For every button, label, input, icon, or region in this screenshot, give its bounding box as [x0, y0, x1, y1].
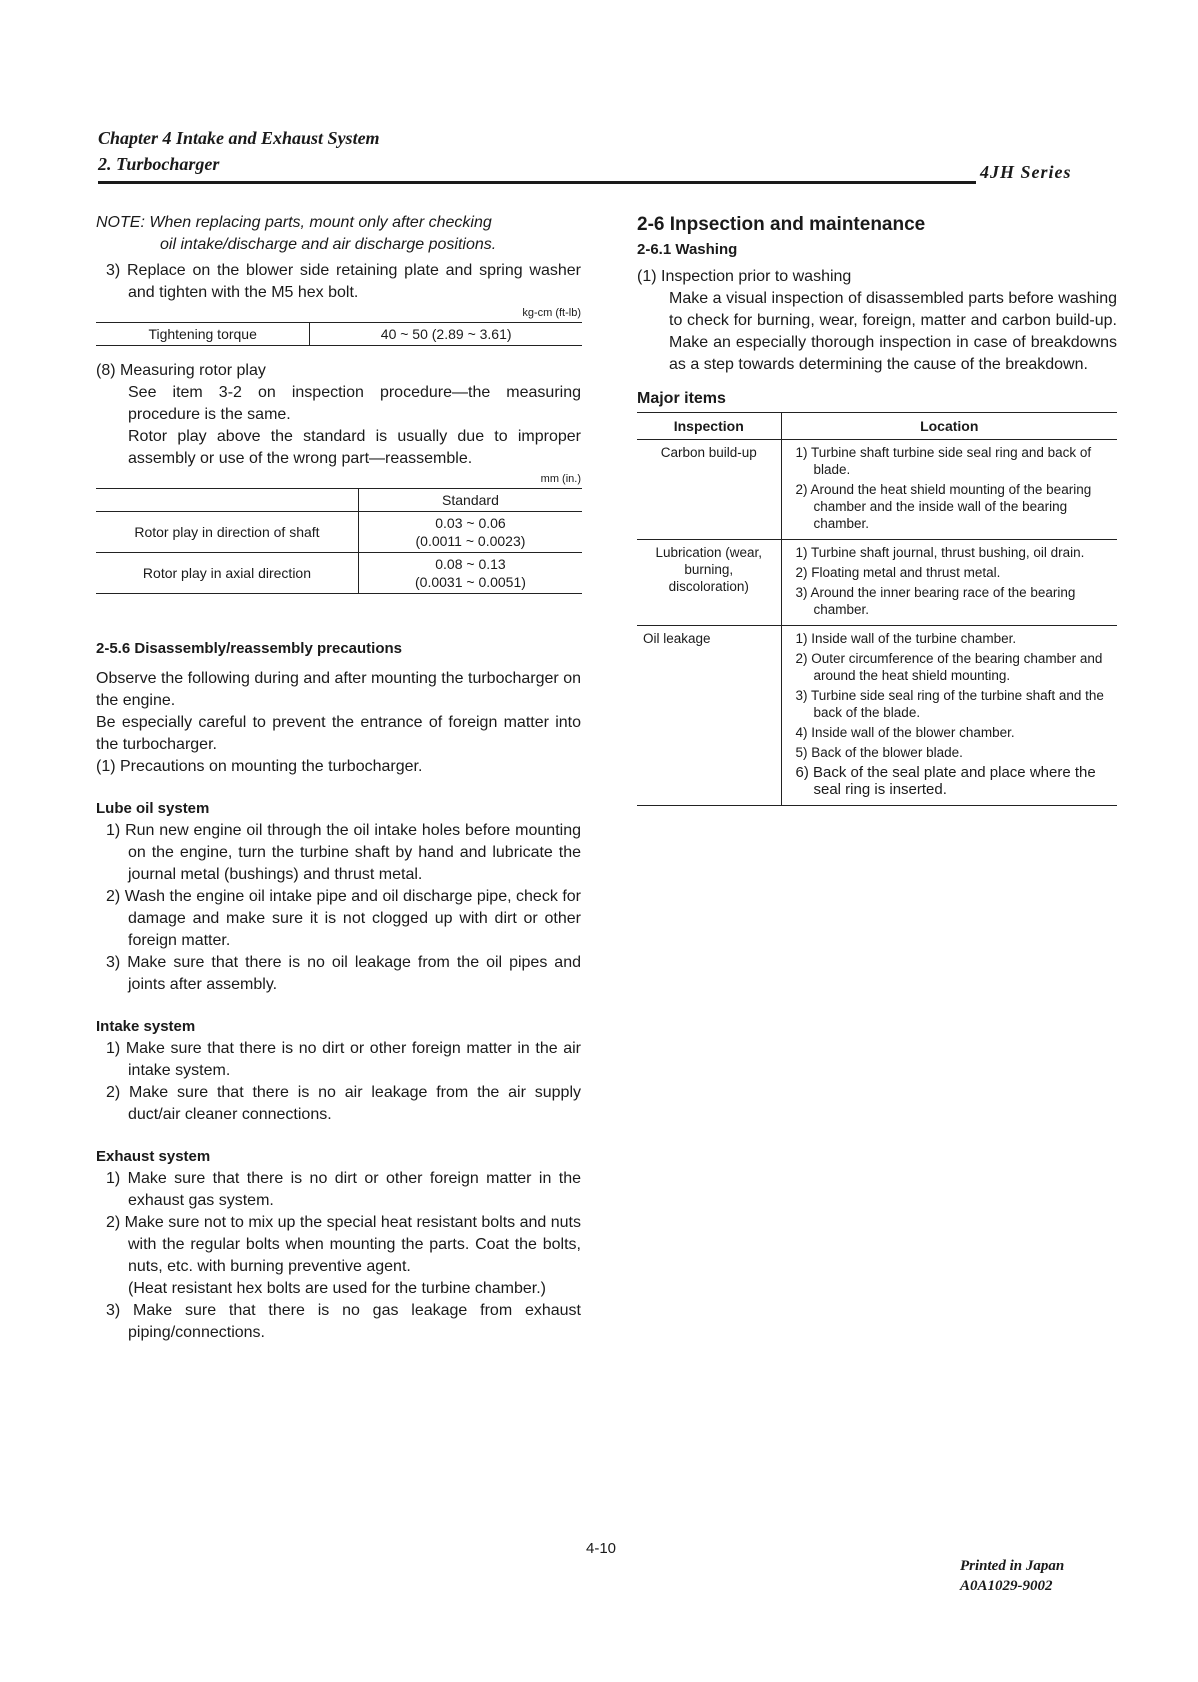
exhaust-item: 1) Make sure that there is no dirt or other foreign matter in the exhaust gas system. [106, 1170, 581, 1209]
torque-value: 40 ~ 50 (2.89 ~ 3.61) [310, 323, 582, 346]
printed-in: Printed in Japan [960, 1558, 1065, 1574]
section-26-title: 2-6 Inpsection and maintenance [637, 214, 926, 235]
rotor-row-label: Rotor play in axial direction [96, 553, 358, 594]
location-item: 3) Around the inner bearing race of the bearing chamber. [795, 585, 1076, 617]
exhaust-note: (Heat resistant hex bolts are used for the turbine chamber.) [128, 1280, 546, 1297]
rotor-header: Standard [358, 489, 582, 512]
location-cell [781, 540, 1117, 626]
major-row [637, 440, 1117, 540]
exhaust-item: 3) Make sure that there is no gas leakage from exhaust piping/connections. [106, 1302, 581, 1341]
exhaust-title: Exhaust system [96, 1148, 211, 1165]
location-item: 1) Inside wall of the turbine chamber. [795, 631, 1017, 646]
major-row [637, 626, 1117, 806]
intake-title: Intake system [96, 1018, 196, 1035]
washing-text: Make a visual inspection of disassembled parts before washing to check for burning, wear, foreign, matter and carbon build-up. Make an especially thorough inspection in case of breakdowns as a step towards determining the cause of the breakdown. [669, 290, 1117, 373]
exhaust-item: 2) Make sure not to mix up the special heat resistant bolts and nuts with the regular bolts when mounting the parts. Coat the bolts, nuts, etc. with burning preventive agent. [106, 1214, 581, 1275]
rotor-header-blank [96, 489, 358, 512]
torque-table [96, 322, 582, 346]
rotor-header-row [96, 489, 582, 512]
location-item: 5) Back of the blower blade. [795, 745, 963, 760]
header-rule [98, 181, 976, 184]
inspection-header: Inspection [637, 413, 781, 440]
left-column [96, 212, 581, 1344]
torque-row [96, 323, 582, 346]
step-3: 3) Replace on the blower side retaining plate and spring washer and tighten with the M5 hex bolt. [106, 262, 581, 301]
step-8-para-2: Rotor play above the standard is usually due to improper assembly or use of the wrong part—reassemble. [128, 428, 581, 467]
location-item: 1) Turbine shaft turbine side seal ring and back of blade. [795, 445, 1092, 477]
location-header: Location [781, 413, 1117, 440]
section-256-title: 2-5.6 Disassembly/reassembly precautions [96, 640, 402, 657]
intake-item: 2) Make sure that there is no air leakage from the air supply duct/air cleaner connections. [106, 1084, 581, 1123]
rotor-row-in: (0.0031 ~ 0.0051) [415, 574, 526, 590]
page-number: 4-10 [586, 1540, 617, 1557]
note-line-1: NOTE: When replacing parts, mount only after checking [96, 214, 492, 231]
location-item: 1) Turbine shaft journal, thrust bushing, oil drain. [795, 545, 1085, 560]
washing-item: (1) Inspection prior to washing [637, 268, 852, 285]
washing-title: 2-6.1 Washing [637, 241, 738, 258]
location-item: 2) Floating metal and thrust metal. [795, 565, 1001, 580]
location-item: 2) Around the heat shield mounting of the bearing chamber and the inside wall of the bearing chamber. [795, 482, 1092, 531]
series-label: 4JH Series [980, 162, 1072, 182]
lube-item: 3) Make sure that there is no oil leakage from the oil pipes and joints after assembly. [106, 954, 581, 993]
location-item: 3) Turbine side seal ring of the turbine shaft and the back of the blade. [795, 688, 1104, 720]
note [96, 212, 581, 256]
section-256-para-3: (1) Precautions on mounting the turbocharger. [96, 758, 423, 775]
major-items-table [637, 412, 1117, 806]
intake-item: 1) Make sure that there is no dirt or other foreign matter in the air intake system. [106, 1040, 581, 1079]
note-line-2: oil intake/discharge and air discharge positions. [160, 236, 497, 253]
major-items-title: Major items [637, 390, 726, 407]
location-item: 2) Outer circumference of the bearing chamber and around the heat shield mounting. [795, 651, 1103, 683]
rotor-row-label: Rotor play in direction of shaft [96, 512, 358, 553]
rotor-row-value [358, 512, 582, 553]
location-item: 4) Inside wall of the blower chamber. [795, 725, 1015, 740]
location-cell [781, 626, 1117, 806]
print-info [960, 1556, 1064, 1596]
lube-item: 2) Wash the engine oil intake pipe and oil discharge pipe, check for damage and make sure it is not clogged up with dirt or other foreign matter. [106, 888, 581, 949]
lube-title: Lube oil system [96, 800, 210, 817]
rotor-row-mm: 0.08 ~ 0.13 [435, 556, 506, 572]
lube-item: 1) Run new engine oil through the oil intake holes before mounting on the engine, turn the turbine shaft by hand and lubricate the journal metal (bushings) and thrust metal. [106, 822, 581, 883]
document-code: A0A1029-9002 [960, 1578, 1053, 1594]
section-title: 2. Turbocharger [98, 154, 220, 174]
step-8-para-1: See item 3-2 on inspection procedure—the measuring procedure is the same. [128, 384, 581, 423]
section-256-para-1: Observe the following during and after mounting the turbocharger on the engine. [96, 670, 581, 709]
inspection-cell: Oil leakage [637, 626, 781, 806]
inspection-cell: Carbon build-up [637, 440, 781, 540]
inspection-cell: Lubrication (wear, burning, discoloration) [637, 540, 781, 626]
chapter-title: Chapter 4 Intake and Exhaust System [98, 128, 380, 148]
right-column [637, 212, 1117, 806]
rotor-row-mm: 0.03 ~ 0.06 [435, 515, 506, 531]
rotor-unit: mm (in.) [540, 473, 581, 485]
rotor-row [96, 553, 582, 594]
section-256-para-2: Be especially careful to prevent the entrance of foreign matter into the turbocharger. [96, 714, 581, 753]
major-row [637, 540, 1117, 626]
torque-unit: kg-cm (ft-lb) [522, 307, 581, 319]
rotor-row-value [358, 553, 582, 594]
location-cell [781, 440, 1117, 540]
torque-label: Tightening torque [96, 323, 310, 346]
rotor-row [96, 512, 582, 553]
major-header-row [637, 413, 1117, 440]
step-8-title: (8) Measuring rotor play [96, 362, 266, 379]
rotor-table [96, 488, 582, 594]
rotor-row-in: (0.0011 ~ 0.0023) [415, 533, 526, 549]
location-item: 6) Back of the seal plate and place where the seal ring is inserted. [795, 764, 1096, 798]
